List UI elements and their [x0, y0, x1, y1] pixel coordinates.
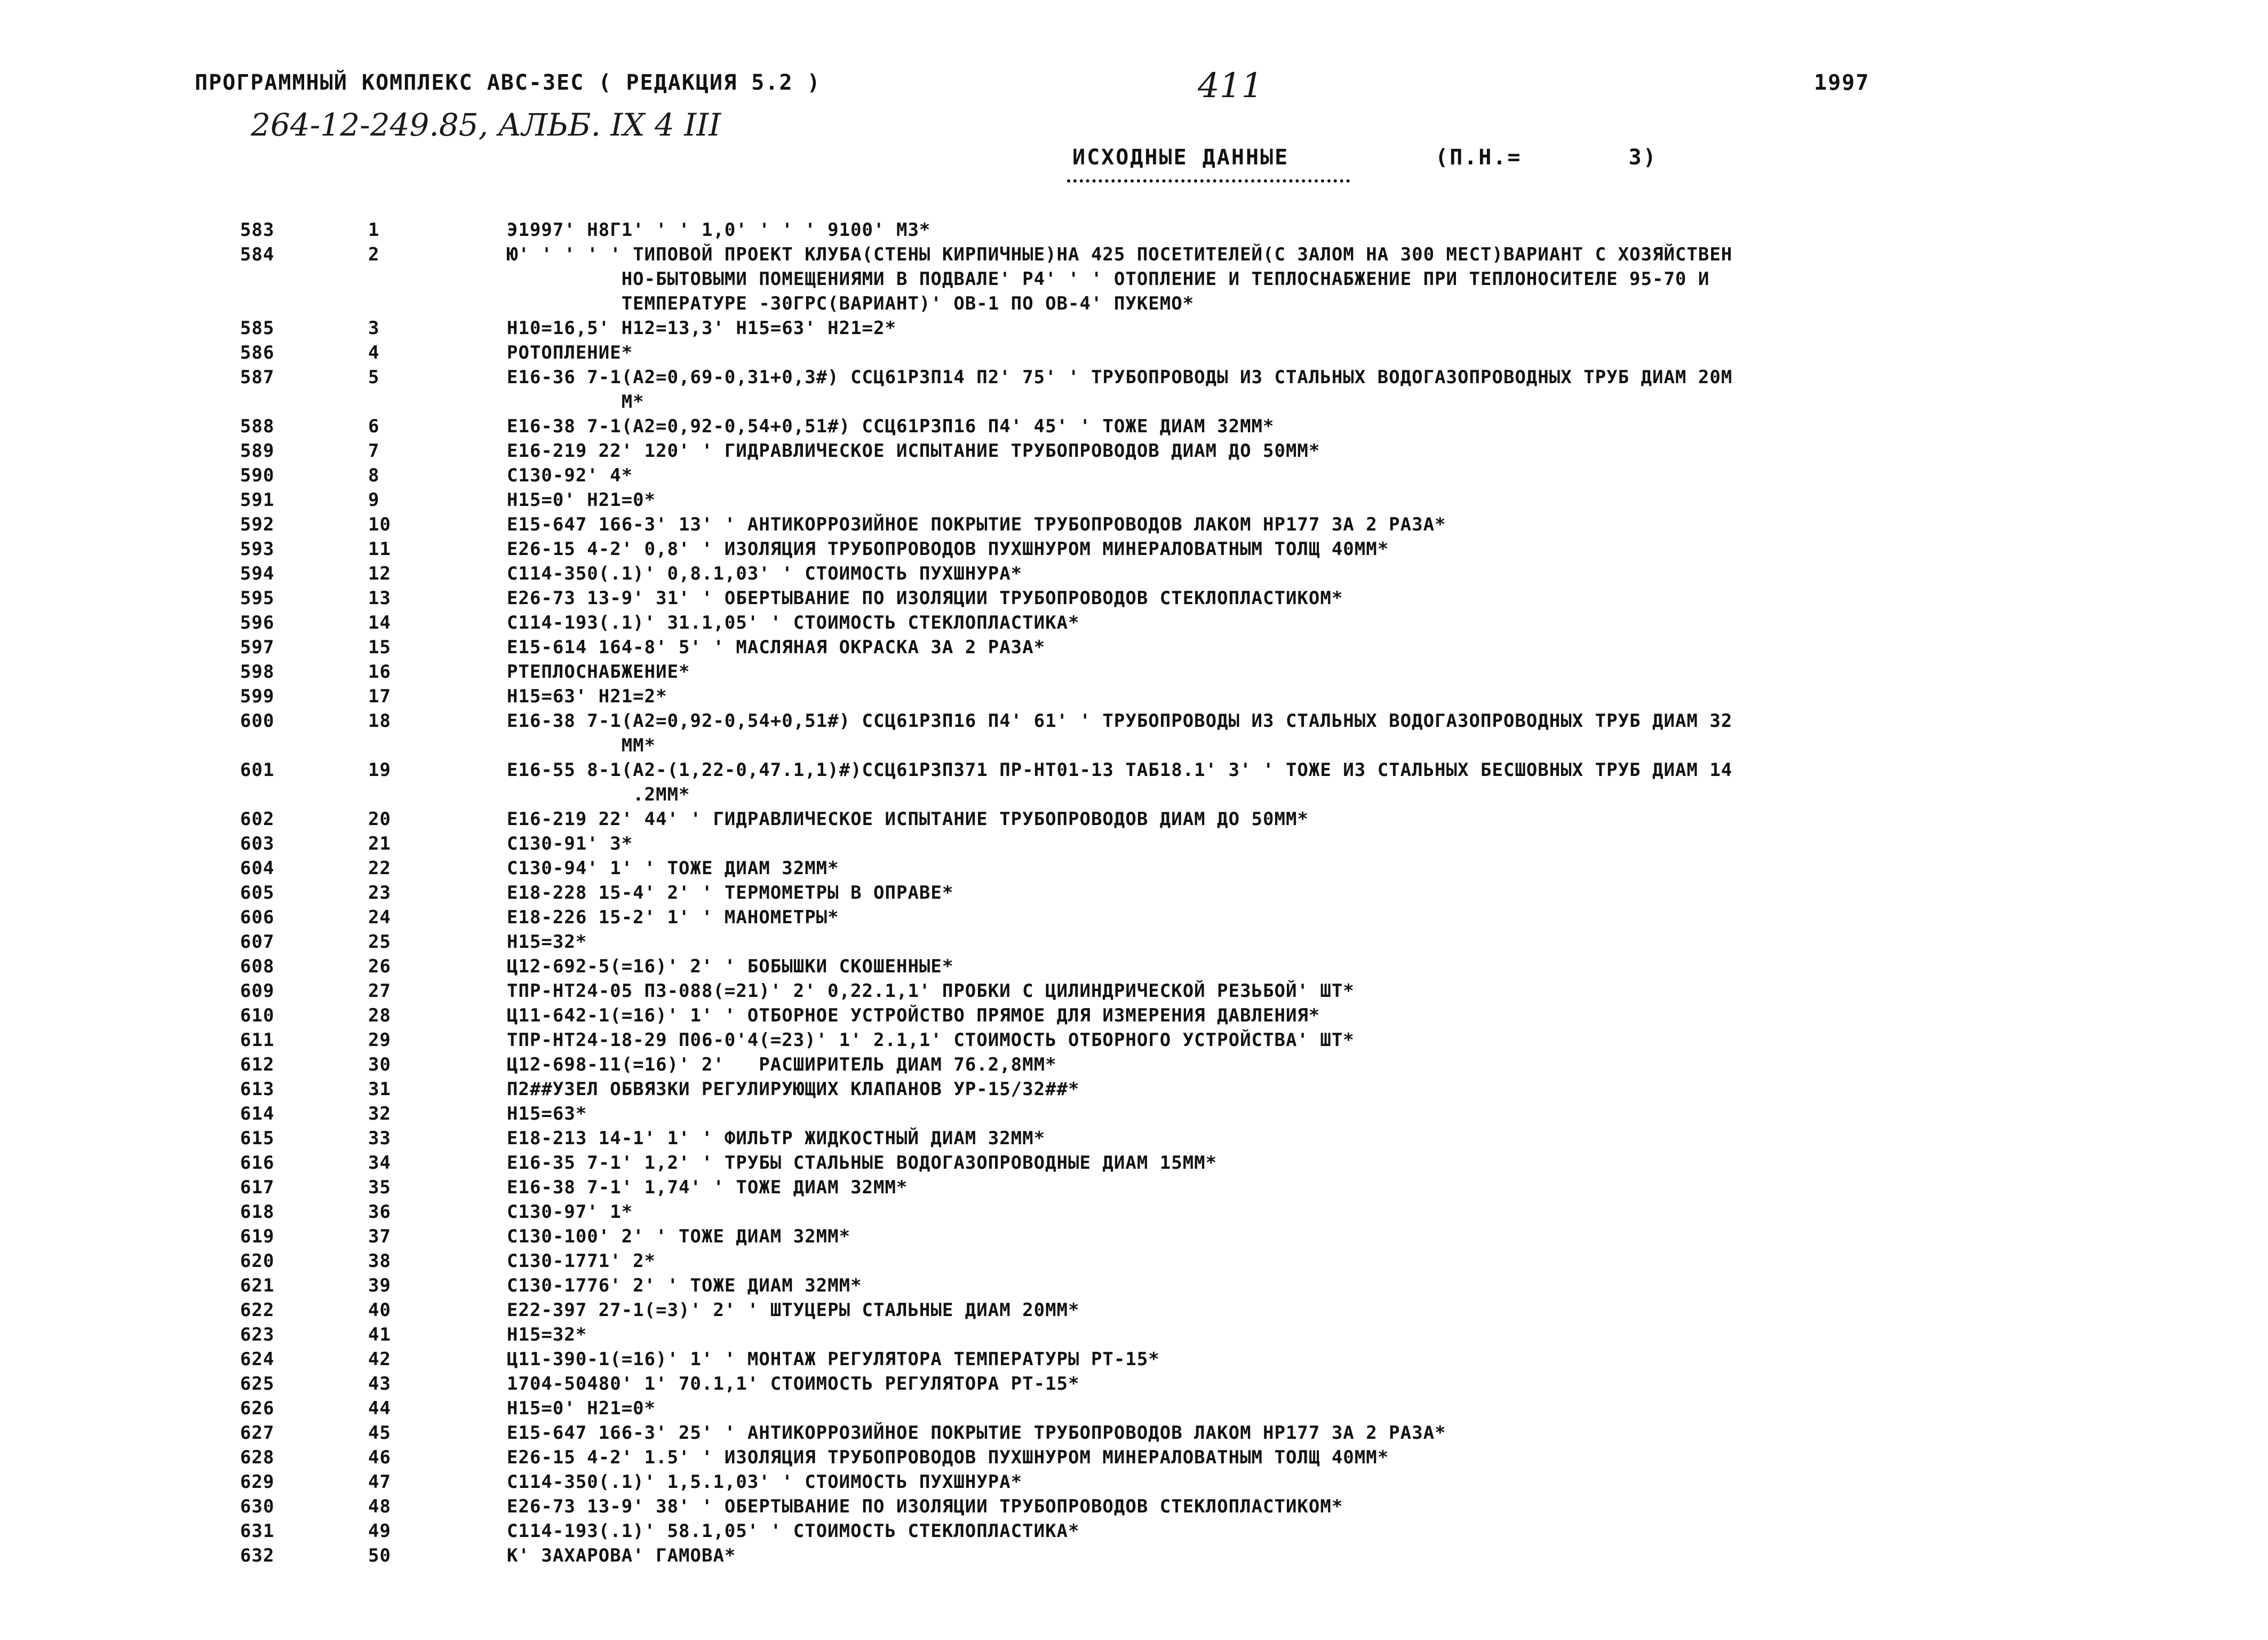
listing-row — [0, 1421, 2268, 1445]
listing-row — [0, 1003, 2268, 1028]
line-number: 606 — [240, 907, 275, 928]
line-number: 612 — [240, 1054, 275, 1075]
listing-row — [0, 807, 2268, 831]
listing-row — [0, 1052, 2268, 1077]
line-number: 616 — [240, 1152, 275, 1174]
sequence-number: 30 — [368, 1054, 391, 1075]
listing-row — [0, 1273, 2268, 1298]
listing-row — [0, 365, 2268, 414]
line-number: 595 — [240, 588, 275, 609]
sequence-number: 31 — [368, 1079, 391, 1100]
listing-row — [0, 561, 2268, 586]
listing-row — [0, 1200, 2268, 1224]
listing-row — [0, 1494, 2268, 1519]
sequence-number: 13 — [368, 588, 391, 609]
line-number: 630 — [240, 1496, 275, 1517]
sequence-number: 20 — [368, 809, 391, 830]
listing-row — [0, 242, 2268, 316]
listing-row — [0, 340, 2268, 365]
sequence-number: 21 — [368, 833, 391, 854]
listing-row — [0, 930, 2268, 954]
line-number: 628 — [240, 1447, 275, 1468]
record-text: Е26-73 13-9' 31' ' ОБЕРТЫВАНИЕ ПО ИЗОЛЯЦИИ ТРУБОПРОВОДОВ СТЕКЛОПЛАСТИКОМ* — [507, 588, 1343, 609]
record-text: Е16-36 7-1(А2=0,69-0,31+0,3#) ССЦ61РЗП14 П2' 75' ' ТРУБОПРОВОДЫ ИЗ СТАЛЬНЫХ ВОДОГАЗОПРОВОДНЫХ ТРУБ ДИАМ 20М М* — [507, 367, 1733, 413]
line-number: 621 — [240, 1275, 275, 1296]
record-text: С114-193(.1)' 58.1,05' ' СТОИМОСТЬ СТЕКЛОПЛАСТИКА* — [507, 1520, 1080, 1542]
sequence-number: 32 — [368, 1103, 391, 1124]
listing-row — [0, 660, 2268, 684]
record-text: Н15=63* — [507, 1103, 587, 1124]
record-text: Е16-38 7-1(А2=0,92-0,54+0,51#) ССЦ61РЗП16 П4' 61' ' ТРУБОПРОВОДЫ ИЗ СТАЛЬНЫХ ВОДОГАЗОПРОВОДНЫХ ТРУБ ДИАМ 32 ММ* — [507, 710, 1733, 756]
listing-row — [0, 1175, 2268, 1200]
program-header: ПРОГРАММНЫЙ КОМПЛЕКС АВС-ЗЕС ( РЕДАКЦИЯ 5.2 ) — [195, 70, 821, 95]
record-text: Е16-219 22' 120' ' ГИДРАВЛИЧЕСКОЕ ИСПЫТАНИЕ ТРУБОПРОВОДОВ ДИАМ ДО 50ММ* — [507, 440, 1320, 462]
record-text: Е16-38 7-1(А2=0,92-0,54+0,51#) ССЦ61РЗП16 П4' 45' ' ТОЖЕ ДИАМ 32ММ* — [507, 416, 1275, 437]
sequence-number: 47 — [368, 1471, 391, 1493]
record-text: РОТОПЛЕНИЕ* — [507, 342, 633, 363]
sequence-number: 42 — [368, 1349, 391, 1370]
line-number: 596 — [240, 612, 275, 633]
record-text: С130-91' 3* — [507, 833, 633, 854]
sequence-number: 50 — [368, 1545, 391, 1566]
line-number: 618 — [240, 1201, 275, 1223]
sequence-number: 19 — [368, 759, 391, 781]
record-text: С130-1776' 2' ' ТОЖЕ ДИАМ 32ММ* — [507, 1275, 862, 1296]
line-number: 615 — [240, 1128, 275, 1149]
sequence-number: 7 — [368, 440, 380, 462]
line-number: 623 — [240, 1324, 275, 1345]
line-number: 583 — [240, 219, 275, 241]
sequence-number: 10 — [368, 514, 391, 535]
handwritten-page-number: 411 — [1198, 66, 1263, 106]
line-number: 597 — [240, 637, 275, 658]
page-number-value: 3) — [1628, 145, 1658, 170]
line-number: 608 — [240, 956, 275, 977]
record-text: С130-94' 1' ' ТОЖЕ ДИАМ 32ММ* — [507, 858, 839, 879]
line-number: 589 — [240, 440, 275, 462]
record-text: Н15=63' Н21=2* — [507, 686, 667, 707]
sequence-number: 49 — [368, 1520, 391, 1542]
sequence-number: 29 — [368, 1029, 391, 1051]
record-text: Е15-614 164-8' 5' ' МАСЛЯНАЯ ОКРАСКА ЗА 2 РАЗА* — [507, 637, 1046, 658]
listing-row — [0, 1077, 2268, 1102]
listing-row — [0, 463, 2268, 488]
listing-row — [0, 831, 2268, 856]
record-text: С114-193(.1)' 31.1,05' ' СТОИМОСТЬ СТЕКЛОПЛАСТИКА* — [507, 612, 1080, 633]
sequence-number: 18 — [368, 710, 391, 732]
sequence-number: 24 — [368, 907, 391, 928]
line-number: 604 — [240, 858, 275, 879]
record-text: Ц11-390-1(=16)' 1' ' МОНТАЖ РЕГУЛЯТОРА ТЕМПЕРАТУРЫ РТ-15* — [507, 1349, 1160, 1370]
record-text: С130-97' 1* — [507, 1201, 633, 1223]
page-title: ИСХОДНЫЕ ДАННЫЕ — [1072, 145, 1290, 170]
line-number: 598 — [240, 661, 275, 683]
line-number: 622 — [240, 1300, 275, 1321]
record-text: Е15-647 166-3' 25' ' АНТИКОРРОЗИЙНОЕ ПОКРЫТИЕ ТРУБОПРОВОДОВ ЛАКОМ НР177 ЗА 2 РАЗА* — [507, 1422, 1446, 1444]
listing-row — [0, 611, 2268, 635]
sequence-number: 48 — [368, 1496, 391, 1517]
sequence-number: 46 — [368, 1447, 391, 1468]
sequence-number: 11 — [368, 538, 391, 560]
line-number: 613 — [240, 1079, 275, 1100]
sequence-number: 44 — [368, 1398, 391, 1419]
sequence-number: 9 — [368, 489, 380, 511]
line-number: 601 — [240, 759, 275, 781]
listing-row — [0, 1543, 2268, 1568]
sequence-number: 22 — [368, 858, 391, 879]
line-number: 620 — [240, 1250, 275, 1272]
line-number: 611 — [240, 1029, 275, 1051]
listing-row — [0, 1126, 2268, 1151]
record-text: Н15=0' Н21=0* — [507, 489, 656, 511]
line-number: 600 — [240, 710, 275, 732]
sequence-number: 8 — [368, 465, 380, 486]
line-number: 631 — [240, 1520, 275, 1542]
page-number-label: (П.Н.= — [1435, 145, 1522, 170]
line-number: 617 — [240, 1177, 275, 1198]
listing-row — [0, 414, 2268, 439]
listing-row — [0, 512, 2268, 537]
record-text: С114-350(.1)' 0,8.1,03' ' СТОИМОСТЬ ПУХШНУРА* — [507, 563, 1023, 584]
sequence-number: 5 — [368, 367, 380, 388]
record-text: Ц12-698-11(=16)' 2' РАСШИРИТЕЛЬ ДИАМ 76.2,8ММ* — [507, 1054, 1057, 1075]
listing-row — [0, 1347, 2268, 1372]
line-number: 586 — [240, 342, 275, 363]
line-number: 627 — [240, 1422, 275, 1444]
record-text: Е16-35 7-1' 1,2' ' ТРУБЫ СТАЛЬНЫЕ ВОДОГАЗОПРОВОДНЫЕ ДИАМ 15ММ* — [507, 1152, 1217, 1174]
line-number: 624 — [240, 1349, 275, 1370]
record-text: ТПР-НТ24-05 ПЗ-088(=21)' 2' 0,22.1,1' ПРОБКИ С ЦИЛИНДРИЧЕСКОЙ РЕЗЬБОЙ' ШТ* — [507, 980, 1355, 1002]
sequence-number: 40 — [368, 1300, 391, 1321]
record-text: Н15=32* — [507, 931, 587, 953]
listing-row — [0, 586, 2268, 611]
record-text: РТЕПЛОСНАБЖЕНИЕ* — [507, 661, 690, 683]
title-underline — [1067, 179, 1350, 183]
sequence-number: 23 — [368, 882, 391, 904]
listing-row — [0, 1249, 2268, 1273]
sequence-number: 6 — [368, 416, 380, 437]
listing-row — [0, 316, 2268, 340]
sequence-number: 34 — [368, 1152, 391, 1174]
line-number: 585 — [240, 318, 275, 339]
sequence-number: 1 — [368, 219, 380, 241]
line-number: 607 — [240, 931, 275, 953]
listing-row — [0, 1028, 2268, 1052]
line-number: 619 — [240, 1226, 275, 1247]
line-number: 594 — [240, 563, 275, 584]
sequence-number: 14 — [368, 612, 391, 633]
listing-row — [0, 856, 2268, 881]
record-text: Е15-647 166-3' 13' ' АНТИКОРРОЗИЙНОЕ ПОКРЫТИЕ ТРУБОПРОВОДОВ ЛАКОМ НР177 ЗА 2 РАЗА* — [507, 514, 1446, 535]
sequence-number: 35 — [368, 1177, 391, 1198]
record-text: Ц12-692-5(=16)' 2' ' БОБЫШКИ СКОШЕННЫЕ* — [507, 956, 954, 977]
line-number: 591 — [240, 489, 275, 511]
line-number: 587 — [240, 367, 275, 388]
listing-row — [0, 709, 2268, 758]
sequence-number: 27 — [368, 980, 391, 1002]
record-text: С130-100' 2' ' ТОЖЕ ДИАМ 32ММ* — [507, 1226, 851, 1247]
line-number: 593 — [240, 538, 275, 560]
data-listing — [0, 218, 2268, 1568]
record-text: П2##УЗЕЛ ОБВЯЗКИ РЕГУЛИРУЮЩИХ КЛАПАНОВ УР-15/32##* — [507, 1079, 1080, 1100]
sequence-number: 36 — [368, 1201, 391, 1223]
record-text: Е16-38 7-1' 1,74' ' ТОЖЕ ДИАМ 32ММ* — [507, 1177, 908, 1198]
line-number: 614 — [240, 1103, 275, 1124]
listing-row — [0, 1102, 2268, 1126]
record-text: С130-92' 4* — [507, 465, 633, 486]
listing-row — [0, 881, 2268, 905]
listing-row — [0, 218, 2268, 242]
line-number: 629 — [240, 1471, 275, 1493]
listing-row — [0, 1151, 2268, 1175]
sequence-number: 28 — [368, 1005, 391, 1026]
line-number: 626 — [240, 1398, 275, 1419]
record-text: Е22-397 27-1(=3)' 2' ' ШТУЦЕРЫ СТАЛЬНЫЕ ДИАМ 20ММ* — [507, 1300, 1080, 1321]
record-text: Е18-226 15-2' 1' ' МАНОМЕТРЫ* — [507, 907, 839, 928]
listing-row — [0, 905, 2268, 930]
sequence-number: 33 — [368, 1128, 391, 1149]
record-text: Ц11-642-1(=16)' 1' ' ОТБОРНОЕ УСТРОЙСТВО ПРЯМОЕ ДЛЯ ИЗМЕРЕНИЯ ДАВЛЕНИЯ* — [507, 1005, 1320, 1026]
record-text: ТПР-НТ24-18-29 П06-0'4(=23)' 1' 2.1,1' СТОИМОСТЬ ОТБОРНОГО УСТРОЙСТВА' ШТ* — [507, 1029, 1355, 1051]
sequence-number: 3 — [368, 318, 380, 339]
sequence-number: 45 — [368, 1422, 391, 1444]
sequence-number: 2 — [368, 244, 380, 265]
record-text: Е26-73 13-9' 38' ' ОБЕРТЫВАНИЕ ПО ИЗОЛЯЦИИ ТРУБОПРОВОДОВ СТЕКЛОПЛАСТИКОМ* — [507, 1496, 1343, 1517]
listing-row — [0, 1470, 2268, 1494]
line-number: 609 — [240, 980, 275, 1002]
line-number: 625 — [240, 1373, 275, 1395]
page-number-field — [1435, 145, 1658, 170]
record-text: Е26-15 4-2' 1.5' ' ИЗОЛЯЦИЯ ТРУБОПРОВОДОВ ПУХШНУРОМ МИНЕРАЛОВАТНЫМ ТОЛЩ 40ММ* — [507, 1447, 1389, 1468]
record-text: Э1997' Н8Г1' ' ' 1,0' ' ' ' 9100' МЗ* — [507, 219, 931, 241]
listing-row — [0, 758, 2268, 807]
line-number: 610 — [240, 1005, 275, 1026]
record-text: Е26-15 4-2' 0,8' ' ИЗОЛЯЦИЯ ТРУБОПРОВОДОВ ПУХШНУРОМ МИНЕРАЛОВАТНЫМ ТОЛЩ 40ММ* — [507, 538, 1389, 560]
sequence-number: 12 — [368, 563, 391, 584]
line-number: 588 — [240, 416, 275, 437]
record-text: Н15=0' Н21=0* — [507, 1398, 656, 1419]
record-text: С114-350(.1)' 1,5.1,03' ' СТОИМОСТЬ ПУХШНУРА* — [507, 1471, 1023, 1493]
record-text: Н10=16,5' Н12=13,3' Н15=63' Н21=2* — [507, 318, 896, 339]
line-number: 605 — [240, 882, 275, 904]
handwritten-reference: 264-12-249.85, АЛЬБ. IX 4 III — [251, 107, 721, 143]
line-number: 603 — [240, 833, 275, 854]
sequence-number: 16 — [368, 661, 391, 683]
listing-row — [0, 954, 2268, 979]
sequence-number: 17 — [368, 686, 391, 707]
sequence-number: 25 — [368, 931, 391, 953]
listing-row — [0, 1445, 2268, 1470]
listing-row — [0, 1372, 2268, 1396]
sequence-number: 39 — [368, 1275, 391, 1296]
sequence-number: 41 — [368, 1324, 391, 1345]
line-number: 584 — [240, 244, 275, 265]
record-text: К' ЗАХАРОВА' ГАМОВА* — [507, 1545, 736, 1566]
listing-row — [0, 635, 2268, 660]
listing-row — [0, 488, 2268, 512]
record-text: Н15=32* — [507, 1324, 587, 1345]
listing-row — [0, 1519, 2268, 1543]
sequence-number: 37 — [368, 1226, 391, 1247]
record-text: Е18-228 15-4' 2' ' ТЕРМОМЕТРЫ В ОПРАВЕ* — [507, 882, 954, 904]
line-number: 590 — [240, 465, 275, 486]
line-number: 599 — [240, 686, 275, 707]
sequence-number: 38 — [368, 1250, 391, 1272]
record-text: 1704-50480' 1' 70.1,1' СТОИМОСТЬ РЕГУЛЯТОРА РТ-15* — [507, 1373, 1080, 1395]
sequence-number: 43 — [368, 1373, 391, 1395]
listing-row — [0, 1396, 2268, 1421]
sequence-number: 15 — [368, 637, 391, 658]
listing-row — [0, 439, 2268, 463]
line-number: 592 — [240, 514, 275, 535]
listing-row — [0, 1224, 2268, 1249]
listing-row — [0, 979, 2268, 1003]
listing-row — [0, 1322, 2268, 1347]
sequence-number: 4 — [368, 342, 380, 363]
record-text: Е18-213 14-1' 1' ' ФИЛЬТР ЖИДКОСТНЫЙ ДИАМ 32ММ* — [507, 1128, 1046, 1149]
year-label: 1997 — [1814, 70, 1870, 95]
record-text: Е16-55 8-1(А2-(1,22-0,47.1,1)#)ССЦ61РЗП371 ПР-НТ01-13 ТАБ18.1' 3' ' ТОЖЕ ИЗ СТАЛЬНЫХ БЕСШОВНЫХ ТРУБ ДИАМ 14 .2ММ* — [507, 759, 1733, 805]
listing-row — [0, 1298, 2268, 1322]
listing-row — [0, 684, 2268, 709]
record-text: Е16-219 22' 44' ' ГИДРАВЛИЧЕСКОЕ ИСПЫТАНИЕ ТРУБОПРОВОДОВ ДИАМ ДО 50ММ* — [507, 809, 1309, 830]
line-number: 602 — [240, 809, 275, 830]
listing-row — [0, 537, 2268, 561]
record-text: С130-1771' 2* — [507, 1250, 656, 1272]
record-text: Ю' ' ' ' ' ТИПОВОЙ ПРОЕКТ КЛУБА(СТЕНЫ КИРПИЧНЫЕ)НА 425 ПОСЕТИТЕЛЕЙ(С ЗАЛОМ НА 300 МЕСТ)ВАРИАНТ С ХОЗЯЙСТВЕН НО-БЫТОВЫМИ ПОМЕЩЕНИЯМИ В ПОДВАЛЕ' Р4' ' ' ОТОПЛЕНИЕ И ТЕПЛОСНАБЖЕНИЕ ПРИ ТЕПЛОНОСИТЕЛЕ 95-70 И ТЕМПЕРАТУРЕ -30ГРС(ВАРИАНТ)' ОВ-1 ПО ОВ-4' ПУКЕМО* — [507, 244, 1733, 314]
line-number: 632 — [240, 1545, 275, 1566]
sequence-number: 26 — [368, 956, 391, 977]
